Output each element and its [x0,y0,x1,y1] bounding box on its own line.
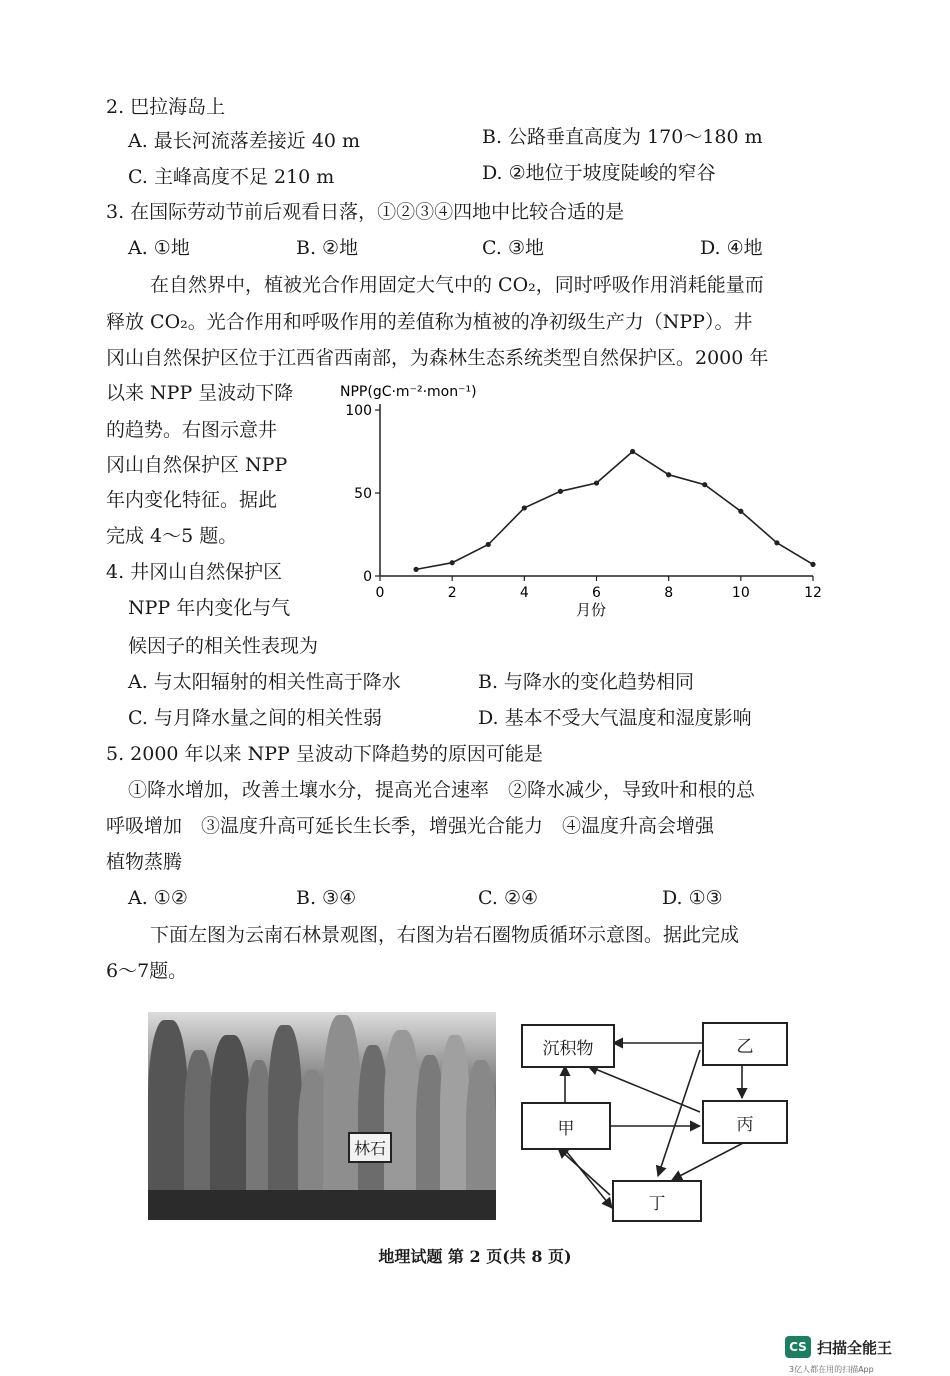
q2-option-c: C. 主峰高度不足 210 m [128,166,335,188]
q5-line-1: ①降水增加，改善土壤水分，提高光合速率 ②降水减少，导致叶和根的总 [128,779,756,801]
passage-side-3: 冈山自然保护区 NPP [106,454,288,476]
chart-y-tick-label: 100 [345,403,372,419]
passage-side-4: 年内变化特征。据此 [106,489,278,511]
q3-option-d: D. ④地 [700,237,763,259]
q3-option-c: C. ③地 [482,237,544,259]
chart-x-tick-label: 10 [731,585,750,601]
q2-option-d: D. ②地位于坡度陡峻的窄谷 [482,162,716,184]
q5-line-3: 植物蒸腾 [106,851,183,873]
q4-option-a: A. 与太阳辐射的相关性高于降水 [128,671,401,693]
intro67-line-1: 下面左图为云南石林景观图，右图为岩石圈物质循环示意图。据此完成 [150,924,740,946]
stone-forest-sign: 林石 [348,1132,392,1163]
chart-x-tick-label: 8 [664,585,674,601]
passage-line-3: 冈山自然保护区位于江西省西南部，为森林生态系统类型自然保护区。2000 年 [106,347,769,369]
node-ding: 丁 [612,1180,702,1222]
scanner-tagline: 3亿人都在用的扫描App [789,1365,874,1374]
q2-option-a: A. 最长河流落差接近 40 m [128,130,361,152]
passage-side-2: 的趋势。右图示意井 [106,419,278,441]
q4-stem-1: 4. 井冈山自然保护区 [106,561,283,583]
passage-side-5: 完成 4～5 题。 [106,525,238,547]
chart-xlabel: 月份 [576,601,607,618]
q5-option-a: A. ①② [128,887,188,909]
q5-option-d: D. ①③ [662,887,723,909]
chart-x-tick-label: 2 [447,585,457,601]
q2-stem: 2. 巴拉海岛上 [106,96,226,118]
chart-x-tick-label: 0 [375,585,385,601]
q4-option-d: D. 基本不受大气温度和湿度影响 [478,707,752,729]
scanner-watermark [785,1336,892,1358]
scanner-logo: CS [785,1336,811,1358]
q5-option-b: B. ③④ [296,887,357,909]
q4-option-b: B. 与降水的变化趋势相同 [478,671,695,693]
passage-line-2: 释放 CO₂。光合作用和呼吸作用的差值称为植被的净初级生产力（NPP）。井 [106,311,753,333]
node-bing: 丙 [702,1100,788,1144]
q4-stem-3: 候因子的相关性表现为 [128,635,319,657]
chart-x-tick-label: 4 [519,585,529,601]
node-yi: 乙 [702,1022,788,1066]
q4-stem-2: NPP 年内变化与气 [128,597,291,619]
scanner-brand: 扫描全能王 [817,1338,893,1357]
q3-option-a: A. ①地 [128,237,190,259]
q3-option-b: B. ②地 [296,237,359,259]
q5-stem: 5. 2000 年以来 NPP 呈波动下降趋势的原因可能是 [106,743,543,765]
q3-stem: 3. 在国际劳动节前后观看日落，①②③④四地中比较合适的是 [106,201,625,223]
chart-x-tick-label: 12 [804,585,822,601]
node-jia: 甲 [521,1102,611,1150]
page-footer: 地理试题 第 2 页(共 8 页) [378,1247,572,1266]
q2-option-b: B. 公路垂直高度为 170～180 m [482,126,763,148]
passage-line-1: 在自然界中，植被光合作用固定大气中的 CO₂，同时呼吸作用消耗能量而 [150,274,764,296]
passage-side-1: 以来 NPP 呈波动下降 [106,382,294,404]
chart-ylabel: NPP(gC·m⁻²·mon⁻¹) [340,384,477,400]
q5-line-2: 呼吸增加 ③温度升高可延长生长季，增强光合能力 ④温度升高会增强 [106,815,715,837]
q4-option-c: C. 与月降水量之间的相关性弱 [128,707,382,729]
chart-y-tick-label: 50 [354,486,372,502]
intro67-line-2: 6～7题。 [106,960,188,982]
node-sediment: 沉积物 [521,1024,615,1068]
chart-x-tick-label: 6 [592,585,601,601]
chart-y-tick-label: 0 [363,569,372,585]
q5-option-c: C. ②④ [478,887,539,909]
